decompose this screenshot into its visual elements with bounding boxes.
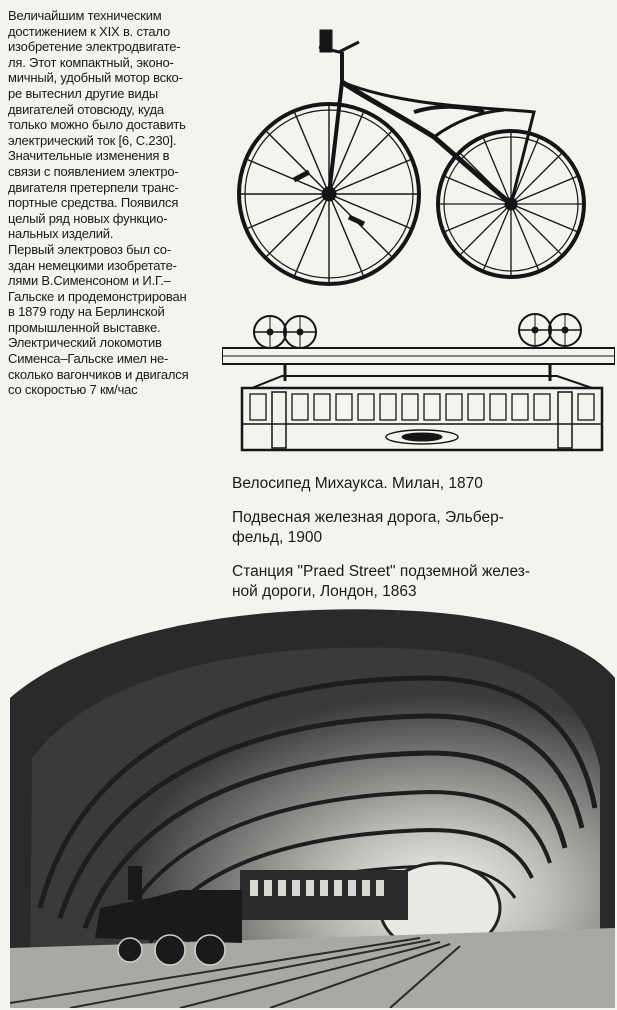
text-line: целый ряд новых функцио-: [8, 210, 168, 226]
caption-bicycle: [232, 474, 612, 494]
body-text: [8, 8, 216, 398]
caption-line: Велосипед Михаукса. Милан, 1870: [232, 475, 483, 492]
text-line: в 1879 году на Берлинской: [8, 304, 165, 320]
text-line: только можно было доставить: [8, 117, 186, 133]
caption-railway: [232, 508, 612, 548]
text-line: связи с появлением электро-: [8, 163, 179, 179]
text-line: портные средства. Появился: [8, 195, 179, 211]
text-line: промышленной выставке.: [8, 319, 161, 335]
caption-line: Станция "Praed Street" подземной желез-: [232, 563, 531, 580]
suspended-railway-illustration: [222, 296, 615, 456]
caption-line: ной дороги, Лондон, 1863: [232, 583, 417, 600]
text-line: ля. Этот компактный, эконо-: [8, 54, 174, 70]
caption-line: фельд, 1900: [232, 529, 323, 546]
text-line: двигателя претерпели транс-: [8, 179, 179, 195]
text-line: сколько вагончиков и двигался: [8, 366, 189, 382]
text-line: Первый электровоз был со-: [8, 241, 171, 257]
text-line: изобретение электродвигате-: [8, 39, 181, 55]
bicycle-illustration: [224, 12, 612, 294]
text-line: ре вытеснил другие виды: [8, 85, 159, 101]
text-line: здан немецкими изобретате-: [8, 257, 177, 273]
text-line: двигателей отовсюду, куда: [8, 101, 164, 117]
text-line: Гальске и продемонстрирован: [8, 288, 187, 304]
text-line: Электрический локомотив: [8, 335, 162, 351]
figure-captions: [232, 474, 612, 616]
text-line: нальных изделий.: [8, 226, 114, 242]
text-line: Значительные изменения в: [8, 148, 170, 164]
text-line: Сименса–Гальске имел не-: [8, 351, 169, 367]
text-line: электрический ток [6, С.230].: [8, 132, 177, 148]
text-line: Величайшим техническим: [8, 8, 162, 23]
caption-line: Подвесная железная дорога, Эльбер-: [232, 509, 504, 526]
underground-station-illustration: [10, 608, 615, 1008]
text-line: лями В.Сименсоном и И.Г.–: [8, 273, 171, 289]
text-line: достижением к XIX в. стало: [8, 23, 170, 39]
caption-station: [232, 562, 612, 602]
text-line: мичный, удобный мотор вско-: [8, 70, 183, 86]
text-line: со скоростью 7 км/час: [8, 382, 138, 398]
